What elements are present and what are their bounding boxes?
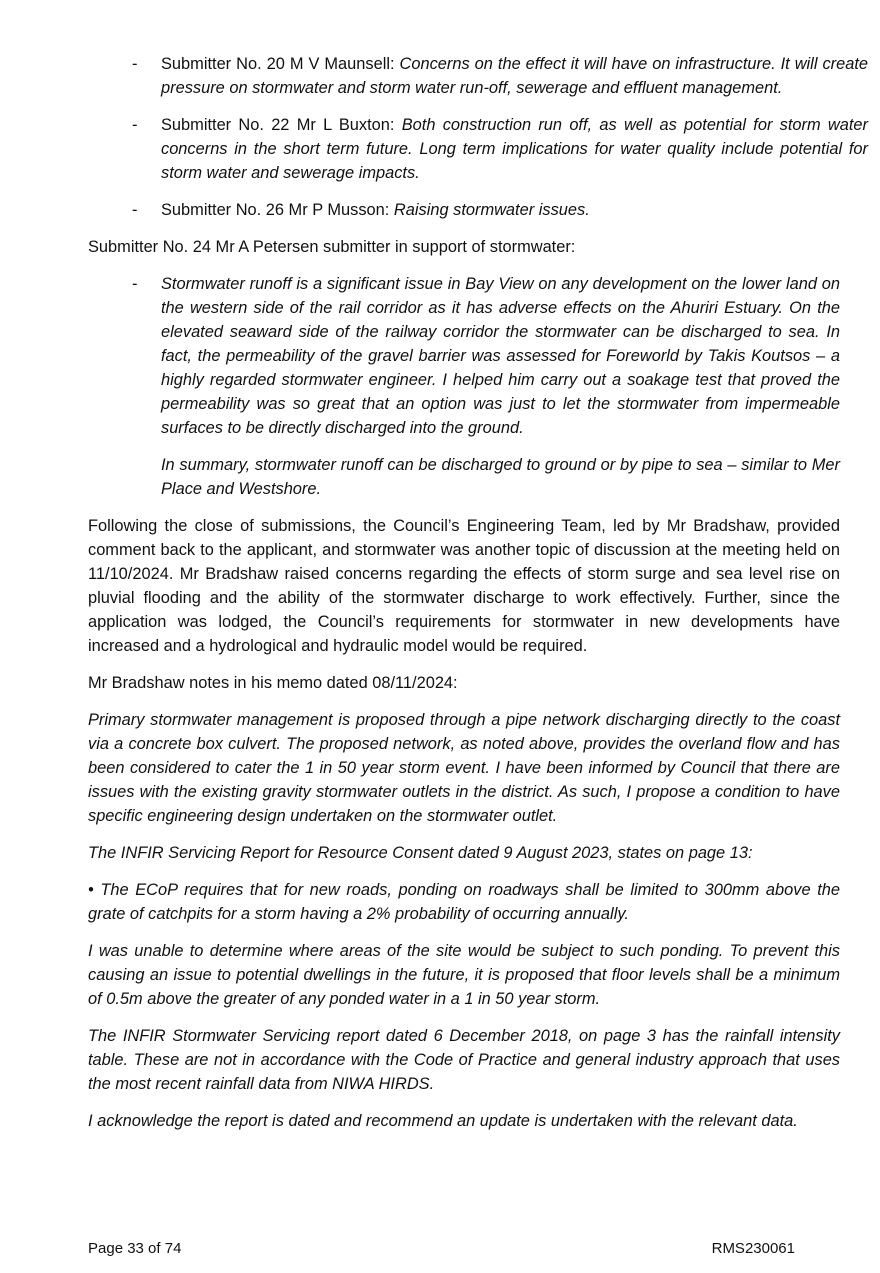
bullet-dash: - xyxy=(132,116,138,134)
submitter-bullet-26 xyxy=(88,198,868,222)
memo-paragraph-3: • The ECoP requires that for new roads, ponding on roadways shall be limited to 300mm above the grate of catchpits for a storm having a 2% probability of occurring annually. xyxy=(88,881,840,923)
memo-paragraph-2: The INFIR Servicing Report for Resource Consent dated 9 August 2023, states on page 13: xyxy=(88,844,753,862)
document-reference: RMS230061 xyxy=(711,1240,795,1257)
submitter-bullet-20 xyxy=(88,52,868,100)
paragraph-memo-intro: Mr Bradshaw notes in his memo dated 08/11/2024: xyxy=(88,674,458,692)
memo-paragraph-1: Primary stormwater management is proposed through a pipe network discharging directly to the coast via a concrete box culvert. The proposed network, as noted above, provides the overland flow and has been considered to cater the 1 in 50 year storm event. I have been informed by Council that there are issues with the existing gravity stormwater outlets in the district. As such, I propose a condition to have specific engineering design undertaken on the stormwater outlet. xyxy=(88,711,840,825)
bullet-dash: - xyxy=(132,275,138,293)
bullet-lead: Submitter No. 20 M V Maunsell: xyxy=(161,55,400,73)
memo-paragraph-6: I acknowledge the report is dated and recommend an update is undertaken with the relevant data. xyxy=(88,1112,798,1130)
page-number: Page 33 of 74 xyxy=(88,1240,182,1257)
page-footer xyxy=(88,1237,795,1261)
bullet-lead: Submitter No. 22 Mr L Buxton: xyxy=(161,116,402,134)
memo-paragraph-4: I was unable to determine where areas of the site would be subject to such ponding. To prevent this causing an issue to potential dwellings in the future, it is proposed that floor levels shall be a minimum of 0.5m above the greater of any ponded water in a 1 in 50 year storm. xyxy=(88,942,840,1008)
document-body xyxy=(88,52,869,1146)
bullet-lead: Submitter No. 26 Mr P Musson: xyxy=(161,201,394,219)
submitter-bullet-22 xyxy=(88,113,868,185)
bullet-quote: Concerns on the effect it will have on infrastructure. It will create pressure on stormwater and storm water run-off, sewerage and effluent management. xyxy=(161,55,869,97)
bullet-dash: - xyxy=(132,55,138,73)
memo-paragraph-5: The INFIR Stormwater Servicing report dated 6 December 2018, on page 3 has the rainfall intensity table. These are not in accordance with the Code of Practice and general industry approach that uses the most recent rainfall data from NIWA HIRDS. xyxy=(88,1027,840,1093)
paragraph-following-submissions: Following the close of submissions, the Council’s Engineering Team, led by Mr Bradshaw, provided comment back to the applicant, and stormwater was another topic of discussion at the meeting held on 11/10/2024. Mr Bradshaw raised concerns regarding the effects of storm surge and sea level rise on pluvial flooding and the ability of the stormwater discharge to work effectively. Further, since the application was lodged, the Council’s requirements for stormwater in new developments have increased and a hydrological and hydraulic model would be required. xyxy=(88,517,840,655)
petersen-quote-1: Stormwater runoff is a significant issue in Bay View on any development on the lower land on the western side of the rail corridor as it has adverse effects on the Ahuriri Estuary. On the elevated seaward side of the railway corridor the stormwater can be discharged to sea. In fact, the permeability of the gravel barrier was assessed for Foreworld by Takis Koutsos – a highly regarded stormwater engineer. I helped him carry out a soakage test that proved the permeability was so great that an option was just to let the stormwater from impermeable surfaces to be directly discharged into the ground. xyxy=(161,275,840,437)
petersen-intro: Submitter No. 24 Mr A Petersen submitter in support of stormwater: xyxy=(88,238,576,256)
petersen-quote-2: In summary, stormwater runoff can be discharged to ground or by pipe to sea – similar to Mer Place and Westshore. xyxy=(161,456,840,498)
petersen-quote-bullet xyxy=(88,272,840,440)
bullet-quote: Raising stormwater issues. xyxy=(393,201,590,219)
bullet-quote: Both construction run off, as well as potential for storm water concerns in the short term future. Long term implications for water quality include potential for storm water and sewerage impacts. xyxy=(161,116,869,182)
bullet-dash: - xyxy=(132,201,138,219)
